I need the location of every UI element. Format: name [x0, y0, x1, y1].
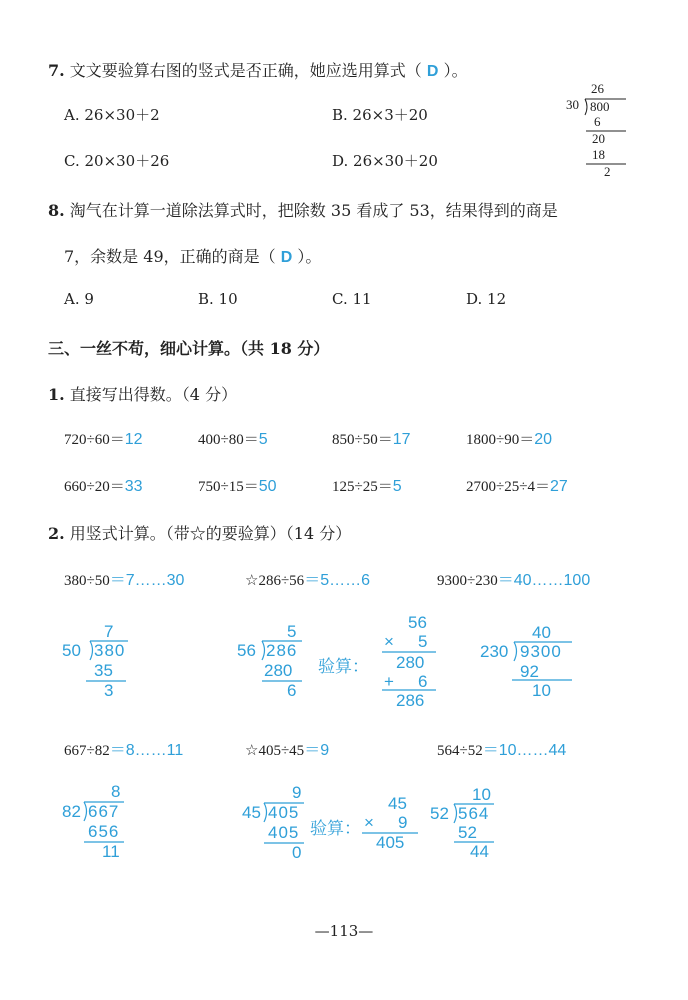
check-label: 验算： — [310, 819, 361, 838]
work-divisor: 52 — [430, 804, 449, 823]
q7-close: ）。 — [443, 61, 468, 80]
oral-answer[interactable]: 50 — [258, 478, 277, 495]
check-multiplier: 9 — [398, 813, 408, 832]
work-quotient: 5 — [287, 622, 297, 641]
q7-div-step2: 20 — [592, 131, 605, 146]
work-divisor: 56 — [237, 641, 256, 660]
work-product: 405 — [268, 823, 300, 842]
q7-text: 文文要验算右图的竖式是否正确，她应选用算式（ — [69, 61, 422, 80]
vertical-calc-answer[interactable]: ＝10……44 — [482, 742, 567, 759]
work-dividend: 564 — [458, 804, 490, 823]
check-product: 405 — [376, 833, 405, 852]
work-quotient: 9 — [292, 783, 302, 802]
check-product: 280 — [396, 653, 425, 672]
oral-answer[interactable]: 33 — [124, 478, 143, 495]
oral-item: 400÷80＝5 — [198, 431, 268, 448]
q7-div-step1: 6 — [594, 114, 601, 129]
q7-division-lines — [585, 99, 626, 164]
page-number: —113— — [314, 922, 374, 940]
q8-option-d[interactable]: D. 12 — [466, 290, 507, 308]
work-remainder: 44 — [470, 842, 489, 861]
vertical-calc-answer[interactable]: ＝8……11 — [109, 742, 184, 759]
q8-close: ）。 — [297, 247, 322, 266]
q8-number: 8. — [48, 201, 65, 220]
s3-p2-number: 2. — [48, 524, 65, 543]
work-divisor: 230 — [480, 642, 509, 661]
q7-option-c[interactable]: C. 20×30＋26 — [64, 152, 170, 170]
work-quotient: 40 — [532, 623, 551, 642]
vertical-calc-answer[interactable]: ＝40……100 — [497, 572, 591, 589]
oral-item: 660÷20＝33 — [64, 478, 143, 495]
work-remainder: 0 — [292, 843, 302, 862]
q7-option-a[interactable]: A. 26×30＋2 — [64, 106, 160, 124]
q7-div-remainder: 2 — [604, 164, 611, 179]
work-product: 92 — [520, 662, 539, 681]
work-division-lines — [84, 641, 572, 843]
q7-number: 7. — [48, 61, 65, 80]
q8-text-line1: 淘气在计算一道除法算式时，把除数 35 看成了 53，结果得到的商是 — [69, 201, 558, 220]
s3-p1-text: 直接写出得数。（4 分） — [69, 385, 238, 404]
vertical-calc-item: 9300÷230＝40……100 — [437, 572, 591, 589]
work-product: 280 — [264, 661, 293, 680]
q8-option-b[interactable]: B. 10 — [198, 290, 238, 308]
work-remainder: 6 — [287, 681, 297, 700]
work-product: 52 — [458, 823, 477, 842]
check-top: 56 — [408, 613, 427, 632]
vertical-calc-item: ☆405÷45＝9 — [245, 742, 330, 759]
work-remainder: 3 — [104, 681, 114, 700]
vertical-calc-answer[interactable]: ＝7……30 — [109, 572, 185, 589]
vertical-calc-answer[interactable]: ＝9 — [304, 742, 330, 759]
oral-item: 125÷25＝5 — [332, 478, 402, 495]
work-remainder: 10 — [532, 681, 551, 700]
oral-answer[interactable]: 27 — [549, 478, 568, 495]
check-times: × — [384, 632, 394, 651]
q8-answer[interactable]: D — [280, 249, 293, 266]
oral-item: 1800÷90＝20 — [466, 431, 553, 448]
work-dividend: 667 — [88, 802, 120, 821]
oral-item: 720÷60＝12 — [64, 431, 143, 448]
work-quotient: 10 — [472, 785, 491, 804]
q7-div-step3: 18 — [592, 147, 605, 162]
check-multiplier: 5 — [418, 632, 428, 651]
s3-p2-text: 用竖式计算。（带☆的要验算）（14 分） — [69, 524, 352, 543]
work-quotient: 7 — [104, 622, 114, 641]
work-divisor: 45 — [242, 803, 261, 822]
check-plus: + — [384, 672, 394, 691]
check-addend: 6 — [418, 672, 428, 691]
q8-option-c[interactable]: C. 11 — [332, 290, 372, 308]
q7-option-b[interactable]: B. 26×3＋20 — [332, 106, 428, 124]
work-divisor: 50 — [62, 641, 81, 660]
work-product: 656 — [88, 822, 120, 841]
check-times: × — [364, 813, 374, 832]
vertical-calc-item: 667÷82＝8……11 — [64, 742, 184, 759]
section3-title: 三、一丝不苟，细心计算。（共 18 分） — [48, 339, 330, 358]
oral-answer[interactable]: 12 — [124, 431, 143, 448]
check-sum: 286 — [396, 691, 425, 710]
work-dividend: 286 — [266, 641, 298, 660]
work-dividend: 9300 — [520, 642, 562, 661]
q8-text-line2: 7，余数是 49，正确的商是（ — [64, 247, 276, 266]
oral-answer[interactable]: 20 — [534, 431, 553, 448]
vertical-calc-answer[interactable]: ＝5……6 — [304, 572, 370, 589]
work-remainder: 11 — [102, 842, 120, 861]
work-product: 35 — [94, 661, 113, 680]
q7-div-quotient: 26 — [591, 81, 604, 96]
s3-p1-number: 1. — [48, 385, 65, 404]
q7-option-d[interactable]: D. 26×30＋20 — [332, 152, 438, 170]
q7-div-divisor: 30 — [566, 97, 579, 112]
work-dividend: 405 — [268, 803, 300, 822]
vertical-calc-item: 564÷52＝10……44 — [437, 742, 567, 759]
vertical-calc-item: ☆286÷56＝5……6 — [245, 572, 370, 589]
oral-item: 850÷50＝17 — [332, 431, 411, 448]
oral-item: 750÷15＝50 — [198, 478, 277, 495]
oral-answer[interactable]: 17 — [392, 431, 411, 448]
vertical-calc-item: 380÷50＝7……30 — [64, 572, 185, 589]
check-top: 45 — [388, 794, 407, 813]
oral-answer[interactable]: 5 — [392, 478, 402, 495]
oral-item: 2700÷25÷4＝27 — [466, 478, 568, 495]
work-quotient: 8 — [111, 782, 121, 801]
check-label: 验算： — [318, 657, 369, 676]
oral-answer[interactable]: 5 — [258, 431, 268, 448]
work-divisor: 82 — [62, 802, 81, 821]
q7-div-dividend: 800 — [590, 99, 610, 114]
q7-answer[interactable]: D — [426, 63, 439, 80]
work-dividend: 380 — [94, 641, 126, 660]
q8-option-a[interactable]: A. 9 — [64, 290, 94, 308]
